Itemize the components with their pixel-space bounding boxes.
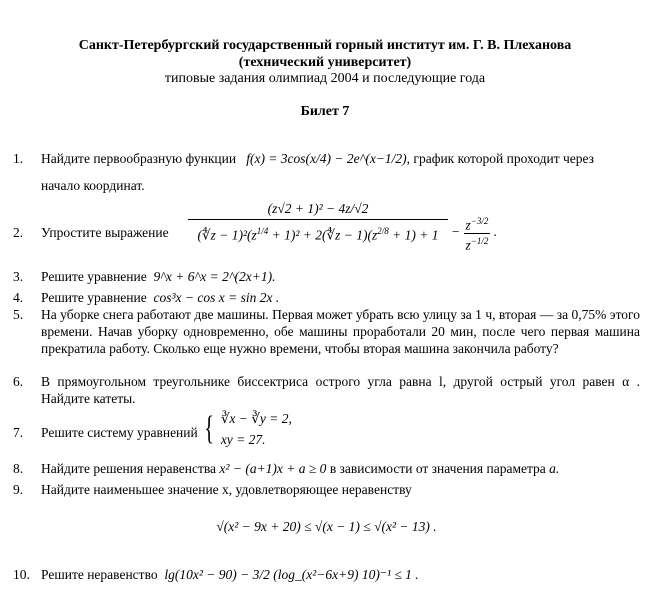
problem-text: Решите уравнение (41, 290, 147, 305)
institute-title: Санкт-Петербургский государственный горный институт им. Г. В. Плеханова (78, 38, 572, 53)
problem-text: Решите систему уравнений (41, 425, 198, 440)
problem-text-cont: , график которой проходит через (406, 151, 594, 166)
equation-system (221, 410, 292, 448)
problem-number: 4. (13, 290, 24, 305)
problem-text: Найдите наименьшее значение x, удовлетворяющее неравенству (41, 482, 412, 497)
problem-2 (13, 200, 640, 260)
problem-1 (13, 150, 640, 193)
problem-param: a. (549, 461, 560, 476)
ticket-title: Билет 7 (300, 104, 350, 119)
problem-formula: √(x² − 9x + 20) ≤ √(x − 1) ≤ √(x² − 13) . (216, 519, 437, 534)
problem-formula: lg(10x² − 90) − 3/2 (log_(x²−6x+9) 10)⁻¹ ≤ 1 . (164, 567, 419, 582)
problem-text-end: начало координат. (41, 178, 145, 193)
problem-number: 9. (13, 482, 24, 497)
problem-text: Найдите решения неравенства (41, 461, 217, 476)
problem-formula-fraction: (z√2 + 1)² − 4z/√2 (∜z − $1)^2(z^{1/4} + 1)^2$ + 2(∜z − $1)(z^{2/8} + 1) + 1$ (188, 200, 448, 244)
problem-number: 3. (13, 269, 24, 284)
olympiad-subtitle: типовые задания олимпиад 2004 и последующие года (164, 71, 486, 86)
problem-text: На уборке снега работают две машины. Первая может убрать всю улицу за 1 ч, вторая — за 0,75% этого времени. Начав уборку одновременно, обе машины проработали 20 мин, после чего первая машина прекратила работу. Сколько еще нужно времени, чтобы вторая машина закончила работу? (41, 307, 640, 356)
problem-formula: 9^x + 6^x = 2^(2x+1). (153, 269, 276, 284)
problem-formula: x² − (a+1)x + a ≥ 0 (219, 461, 327, 476)
problem-number: 2. (13, 225, 24, 240)
problem-number: 8. (13, 461, 24, 476)
problem-text: Решите неравенство (41, 567, 158, 582)
problem-formula: cos³x − cos x = sin 2x . (153, 290, 280, 305)
problem-9 (13, 481, 640, 541)
equation-2: xy = 27. (220, 432, 266, 447)
problem-number: 6. (13, 374, 24, 389)
problem-text: В прямоугольном треугольнике биссектриса острого угла равна l, другой острый угол равен α . Найдите катеты. (41, 374, 640, 406)
problem-number: 1. (13, 151, 24, 166)
equation-1: ∛x − ∛y = 2, (220, 411, 292, 426)
problem-text: Найдите первообразную функции (41, 151, 237, 166)
problem-7 (13, 410, 640, 454)
brace-icon: { (204, 410, 215, 447)
problem-number: 5. (13, 307, 24, 322)
problem-formula: f(x) = 3cos(x/4) − 2e^(x−1/2) (246, 151, 407, 166)
problem-text-cont: в зависимости от значения параметра (329, 461, 546, 476)
institute-subtitle: (технический университет) (238, 55, 412, 70)
problem-number: 10. (13, 567, 30, 582)
problem-number: 7. (13, 425, 24, 440)
problem-text: Упростите выражение (41, 225, 169, 240)
problem-text: Решите уравнение (41, 269, 147, 284)
problem-formula-tail: − $\frac{z^{-3/2}}{z^{-1/2}}$ . (451, 216, 498, 252)
